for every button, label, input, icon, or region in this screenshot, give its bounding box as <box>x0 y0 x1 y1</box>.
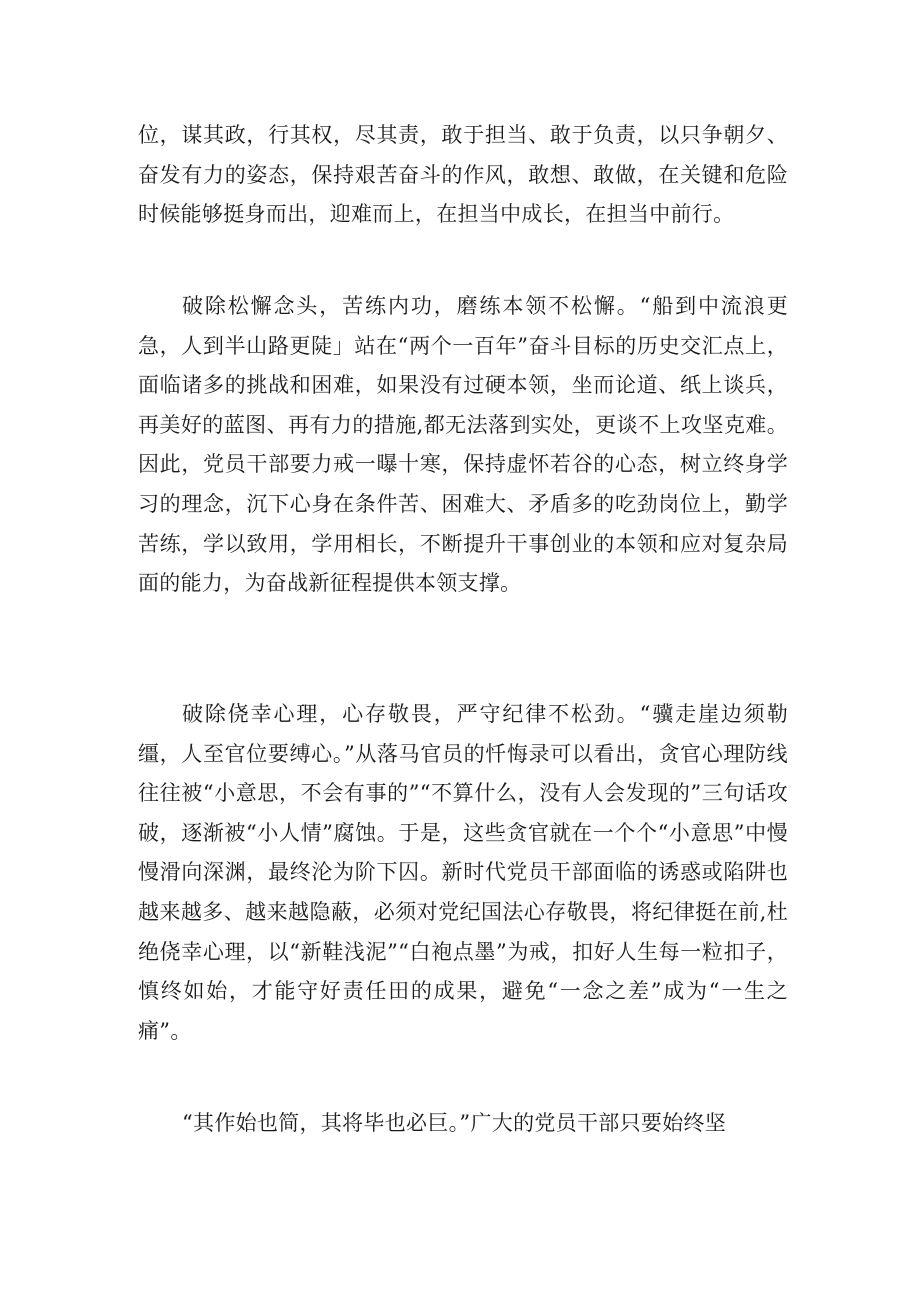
paragraph-discipline: 破除侥幸心理，心存敬畏，严守纪律不松劲。“骥走崖边须勒缰，人至官位要缚心。”从落马官员的忏悔录可以看出，贪官心理防线往往被“小意思，不会有事的”“不算什么，没有人会发现的”三句话攻破，逐渐被“小人情”腐蚀。于是，这些贪官就在一个个“小意思”中慢慢滑向深渊，最终沦为阶下囚。新时代党员干部面临的诱惑或陷阱也越来越多、越来越隐蔽，必须对党纪国法心存敬畏，将纪律挺在前,杜绝侥幸心理，以“新鞋浅泥”“白袍点墨”为戒，扣好人生每一粒扣子，慎终如始，才能守好责任田的成果，避免“一念之差”成为“一生之痛”。 <box>138 702 788 1043</box>
paragraph-closing: “其作始也简，其将毕也必巨。”广大的党员干部只要始终坚 <box>182 1111 727 1135</box>
paragraph-duty: 位，谋其政，行其权，尽其责，敢于担当、敢于负责，以只争朝夕、奋发有力的姿态，保持艰苦奋斗的作风，敢想、敢做，在关键和危险时候能够挺身而出，迎难而上，在担当中成长，在担当中前行。 <box>138 123 788 227</box>
paragraph-skills: 破除松懈念头，苦练内功，磨练本领不松懈。“船到中流浪更急，人到半山路更陡」站在“两个一百年”奋斗目标的历史交汇点上，面临诸多的挑战和困难，如果没有过硬本领，坐而论道、纸上谈兵，再美好的蓝图、再有力的措施,都无法落到实处，更谈不上攻坚克难。因此，党员干部要力戒一曝十寒，保持虚怀若谷的心态，树立终身学习的理念，沉下心身在条件苦、困难大、矛盾多的吃劲岗位上，勤学苦练，学以致用，学用相长，不断提升干事创业的本领和应对复杂局面的能力，为奋战新征程提供本领支撑。 <box>138 294 788 596</box>
